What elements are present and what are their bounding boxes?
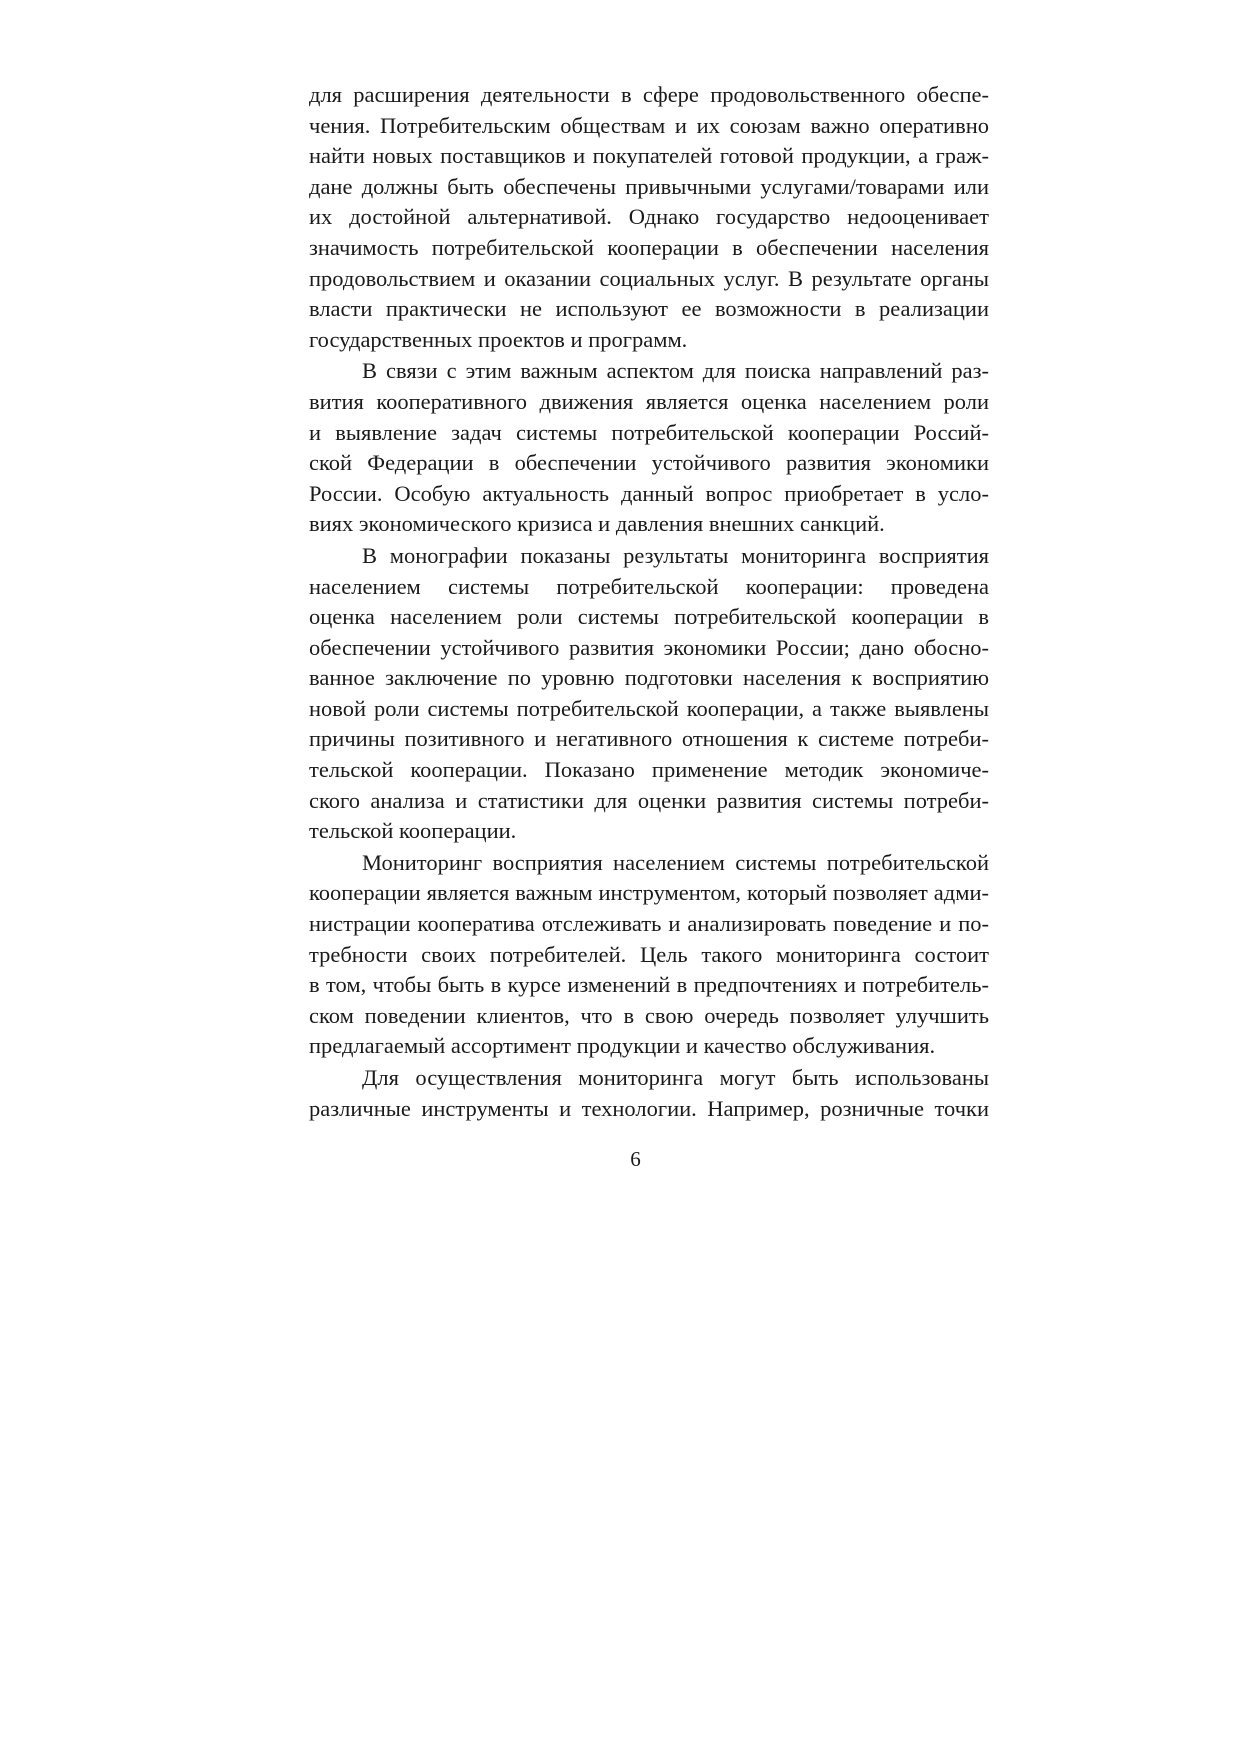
text-line: Для осуществления мониторинга могут быть использованы [362, 1065, 989, 1090]
text-line: продовольствием и оказании социальных услуг. В результате органы [309, 265, 989, 291]
text-line: ванное заключение по уровню подготовки населения к восприятию [309, 665, 989, 691]
text-line: причины позитивного и негативного отношения к системе потреби- [309, 726, 989, 752]
text-line: новой роли системы потребительской кооперации, а также выявлены [309, 695, 989, 721]
paragraph [309, 1063, 989, 1124]
text-line: значимость потребительской кооперации в обеспечении населения [309, 234, 989, 260]
text-line: тельской кооперации. Показано применение методик экономиче- [309, 757, 989, 783]
text-line: В связи с этим важным аспектом для поиска направлений раз- [362, 358, 989, 384]
text-line: кооперации является важным инструментом, который позволяет адми- [309, 880, 989, 906]
text-line: для расширения деятельности в сфере продовольственного обеспе- [309, 82, 989, 107]
text-line: найти новых поставщиков и покупателей готовой продукции, а граж- [309, 143, 989, 169]
text-line: государственных проектов и программ. [309, 326, 688, 352]
text-line: России. Особую актуальность данный вопрос приобретает в усло- [309, 480, 989, 506]
text-line: дане должны быть обеспечены привычными услугами/товарами или [309, 173, 989, 199]
text-line: обеспечении устойчивого развития экономики России; дано обосно- [309, 634, 989, 660]
text-line: нистрации кооператива отслеживать и анализировать поведение и по- [309, 911, 989, 937]
page-number: 6 [630, 1147, 641, 1171]
text-line: тельской кооперации. [309, 818, 517, 844]
text-line: их достойной альтернативой. Однако государство недооценивает [309, 204, 989, 230]
text-line: и выявление задач системы потребительской кооперации Россий- [309, 419, 989, 445]
text-line: ского анализа и статистики для оценки развития системы потреби- [309, 787, 989, 813]
text-line: оценка населением роли системы потребительской кооперации в [309, 604, 989, 630]
text-line: требности своих потребителей. Цель такого мониторинга состоит [309, 941, 989, 967]
text-line: населением системы потребительской кооперации: проведена [309, 573, 989, 599]
page-body [309, 80, 989, 1125]
text-line: чения. Потребительским обществам и их союзам важно оперативно [309, 112, 989, 138]
text-line: Мониторинг восприятия населением системы потребительской [362, 849, 989, 875]
paragraph [309, 356, 989, 540]
text-line: ском поведении клиентов, что в свою очередь позволяет улучшить [309, 1002, 989, 1028]
paragraph [309, 80, 989, 355]
text-line: вития кооперативного движения является оценка населением роли [309, 388, 989, 414]
text-line: в том, чтобы быть в курсе изменений в предпочтениях и потребитель- [309, 972, 989, 998]
paragraph [309, 848, 989, 1062]
text-line: виях экономического кризиса и давления внешних санкций. [309, 511, 885, 537]
text-line: власти практически не используют ее возможности в реализации [309, 296, 989, 322]
text-line: ской Федерации в обеспечении устойчивого развития экономики [309, 450, 989, 476]
paragraph [309, 541, 989, 847]
text-line: В монографии показаны результаты мониторинга восприятия [362, 542, 989, 568]
text-line: различные инструменты и технологии. Например, розничные точки [309, 1095, 989, 1121]
text-line: предлагаемый ассортимент продукции и качество обслуживания. [309, 1033, 936, 1059]
